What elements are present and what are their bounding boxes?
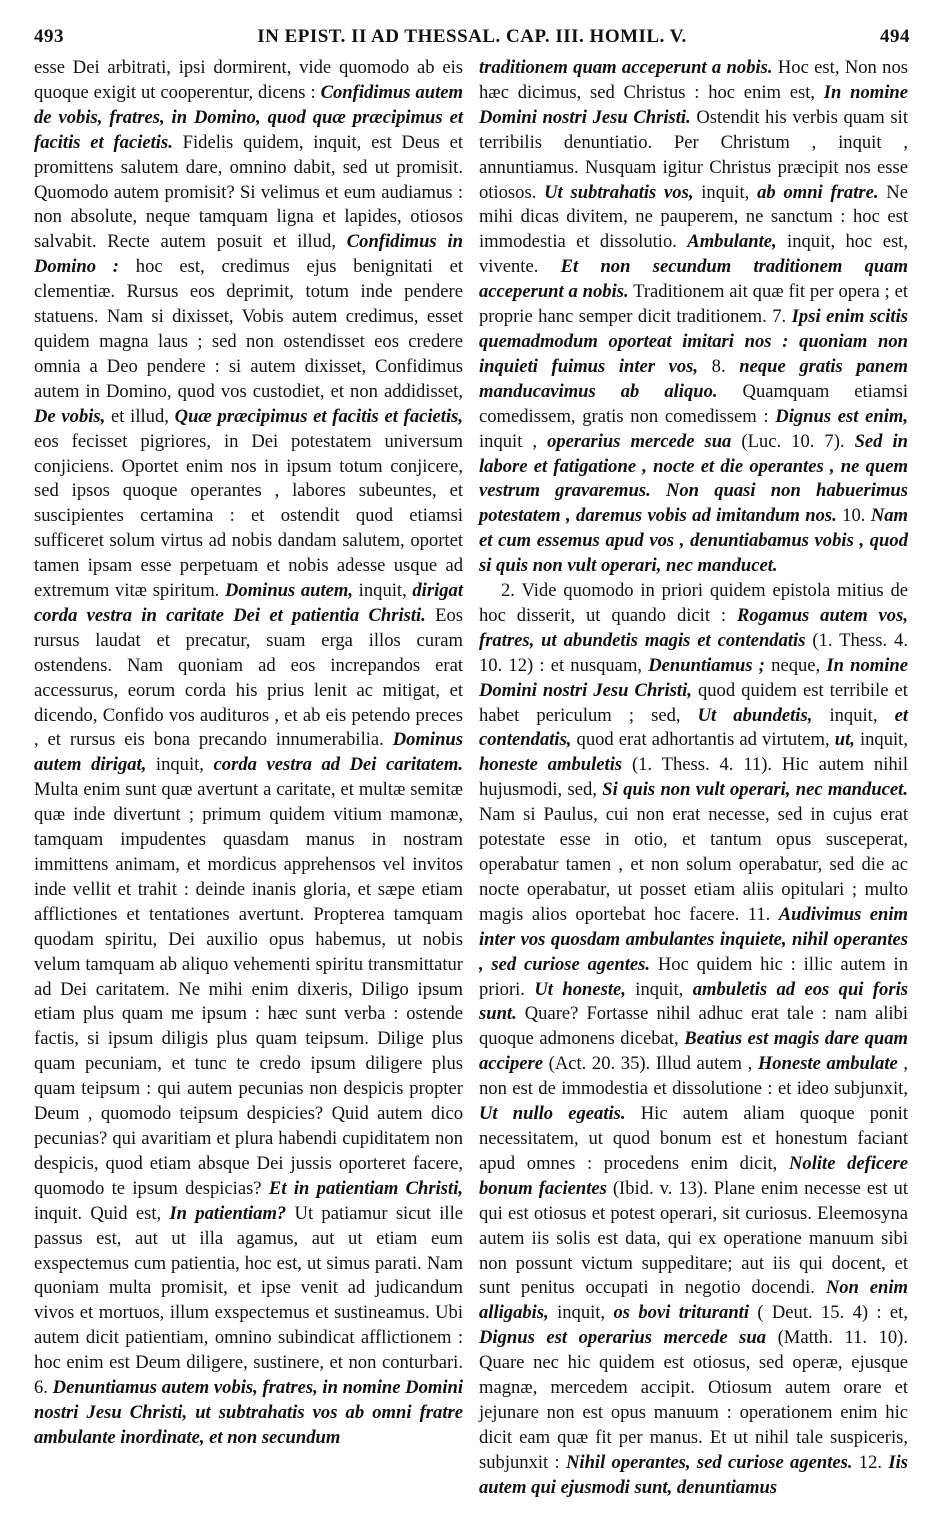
paragraph: [34, 56, 463, 1451]
italic-run: Dominus autem,: [224, 580, 354, 602]
text-run: inquit,: [812, 704, 895, 726]
italic-run: Quæ præcipimus et facitis et facietis,: [174, 405, 464, 427]
text-run: Multa enim sunt quæ avertunt a caritate, et multæ semitæ quæ inde divertunt ; primum quidem vitium mamonæ, tamquam impudentes quasdam manus in nostram immittens animam, et mordicus apprehensos vel invitos inde vellit et trahit : deinde inanis gloria, et sæpe etiam afflictiones et tentationes avertunt. Propterea tamquam quodam spiritu, Dei auxilio opus habemus, ut nobis velum tamquam ab aliquo vehementi spiritu transmittatur ad Dei caritatem. Ne mihi enim dixeris, Diligo ipsum etiam plus quam me ipsum : hæc sunt verba : ostende factis, si ipsum diligis plus quam teipsum. Dilige plus quam pecuniam, et tunc te credo ipsum diligere plus quam teipsum : qui autem pecunias non despicis propter Deum , quomodo teipsum despicies? Quid autem dico pecunias? qui avaritiam et plura habendi cupiditatem non despicis, quod etiam absque Dei jussis oporteret facere, quomodo te ipsum despicias?: [34, 779, 463, 1199]
italic-run: Ambulante,: [687, 231, 777, 253]
italic-run: ambuletis ad eos qui foris sunt.: [479, 978, 908, 1025]
italic-run: os bovi trituranti: [613, 1302, 749, 1324]
text-run: (1. Thess. 4. 10. 12) : et nusquam,: [479, 629, 908, 676]
italic-run: ut,: [834, 729, 855, 751]
italic-run: Ut honeste,: [534, 978, 626, 1000]
italic-run: Dominus autem dirigat,: [34, 729, 463, 776]
italic-run: et contendatis,: [479, 704, 908, 751]
italic-run: Denuntiamus autem vobis, fratres, in nomine Domini nostri Jesu Christi, ut subtrahatis vos ab omni fratre ambulante inordinate, et non secundum: [34, 1377, 464, 1448]
text-run: inquit. Quid est,: [34, 1202, 170, 1224]
text-run: Ut patiamur sicut ille passus est, aut ut illa agamus, aut ut etiam eum exspectemus cum patientia, hoc est, ut simus parati. Nam quoniam multa promisit, et ipse venit ad judicandum vivos et mortuos, illum exspectemus et sustineamus. Ubi autem dicit patientiam, omnino subindicat afflictionem : hoc enim est Deum diligere, sustinere, et non conturbari. 6.: [34, 1202, 463, 1399]
italic-run: Dignus est operarius mercede sua: [479, 1327, 767, 1349]
text-run: Quamquam etiamsi comedissem, gratis non comedissem :: [479, 380, 908, 427]
text-run: Quare? Fortasse nihil adhuc erat tale : nam alibi quoque admonens dicebat,: [479, 1003, 908, 1050]
italic-run: Confidimus in Domino :: [34, 231, 463, 278]
text-run: ( Deut. 15. 4) : et,: [749, 1302, 909, 1324]
text-columns: [34, 56, 910, 1501]
running-header: [34, 18, 910, 56]
text-run: et illud,: [105, 405, 175, 427]
italic-run: De vobis,: [34, 405, 106, 427]
text-run: quod quidem est terribile et habet periculum ; sed,: [479, 679, 908, 726]
italic-run: Audivimus enim inter vos quosdam ambulantes inquiete, nihil operantes , sed curiose agentes.: [479, 903, 908, 975]
italic-run: corda vestra ad Dei caritatem.: [213, 754, 463, 776]
italic-run: Denuntiamus ;: [648, 654, 765, 676]
italic-run: Sed in labore et fatigatione , nocte et die operantes , ne quem vestrum gravaremus. Non quasi non habuerimus potestatem , daremus vobis ad imitandum nos.: [479, 430, 908, 527]
text-run: Hoc quidem hic : illic autem in priori.: [479, 953, 908, 1000]
italic-run: Et in patientiam Christi,: [268, 1177, 464, 1199]
italic-run: Nihil operantes, sed curiose agentes.: [565, 1451, 853, 1473]
italic-run: neque gratis panem manducavimus ab aliquo.: [479, 355, 908, 402]
text-run: 2. Vide quomodo in priori quidem epistola mitius de hoc disserit, ut quando dicit :: [479, 580, 908, 626]
text-run: , non est de immodestia et dissolutione : et ideo subjunxit,: [479, 1053, 909, 1100]
italic-run: Ut abundetis,: [697, 704, 813, 726]
page-number-right: 494: [880, 26, 910, 47]
italic-run: Nam et cum essemus apud vos , denuntiabamus vobis , quod si quis non vult operari, nec manducet.: [479, 505, 908, 577]
italic-run: operarius mercede sua: [547, 430, 732, 452]
text-run: hoc est, credimus ejus benignitati et clementiæ. Rursus eos deprimit, totum inde pendere statuens. Nam si dixisset, Vobis autem credimus, esset quidem magna laus ; sed non ostendisset eos credere omnia a Deo pendere : si autem dixisset, Confidimus autem in Domino, quod vos custodiet, et non addidisset,: [34, 256, 463, 402]
text-run: Hic autem aliam quoque ponit necessitatem, ut quod bonum est et honestum faciant apud omnes : procedens enim dicit,: [479, 1103, 908, 1174]
italic-run: Et non secundum traditionem quam acceperunt a nobis.: [479, 256, 908, 303]
running-title: IN EPIST. II AD THESSAL. CAP. III. HOMIL. V.: [257, 26, 687, 47]
page-number-left: 493: [34, 26, 64, 47]
italic-run: honeste ambuletis: [479, 754, 623, 776]
italic-run: Dignus est enim,: [775, 405, 908, 427]
italic-run: Ipsi enim scitis quemadmodum oporteat imitari nos : quoniam non inquieti fuimus inter vos,: [479, 306, 908, 377]
text-run: inquit,: [548, 1302, 614, 1324]
text-run: esse Dei arbitrati, ipsi dormirent, vide quomodo ab eis quoque exigit ut cooperentur, dicens :: [34, 57, 463, 103]
italic-run: Iis autem qui ejusmodi sunt, denuntiamus: [479, 1451, 908, 1498]
italic-run: traditionem quam acceperunt a nobis.: [479, 57, 773, 78]
text-run: inquit, hoc est, vivente.: [479, 231, 908, 278]
italic-run: Si quis non vult operari, nec manducet.: [602, 779, 908, 801]
text-run: eos fecisset pigriores, in Dei potestatem universum conjiciens. Oportet enim nos in ipsum totum conjicere, sed ipsos quoque operantes , labores subeuntes, et suscipientes certamina : et ostendit quod etiamsi sufficeret solum virtus ad nobis dandam salutem, oportet tamen ipsam esse perpetuam et nobis adesse usque ad extremum vitæ spiritum.: [34, 430, 463, 602]
text-run: (Act. 20. 35). Illud autem ,: [543, 1053, 758, 1075]
italic-run: ab omni fratre.: [757, 181, 879, 203]
paragraph: [479, 56, 908, 579]
italic-run: In nomine Domini nostri Jesu Christi.: [479, 81, 908, 128]
italic-run: In patientiam?: [169, 1202, 287, 1224]
text-run: Ne mihi dicas divitem, ne pauperem, ne sanctum : hoc est immodestia et dissolutio.: [479, 181, 908, 253]
italic-run: Ut subtrahatis vos,: [544, 181, 694, 203]
italic-run: Rogamus autem vos, fratres, ut abundetis magis et contendatis: [479, 604, 908, 651]
italic-run: Ut nullo egeatis.: [479, 1103, 626, 1125]
italic-run: In nomine Domini nostri Jesu Christi,: [479, 654, 908, 701]
text-run: (Luc. 10. 7).: [731, 430, 855, 452]
text-run: Traditionem ait quæ fit per opera ; et proprie hanc semper dicit traditionem. 7.: [479, 281, 908, 328]
italic-run: Non enim alligabis,: [479, 1277, 908, 1324]
text-run: quod erat adhortantis ad virtutem,: [571, 729, 835, 751]
text-run: Eos rursus laudat et precatur, suam erga illos curam ostendens. Nam quoniam ad eos increpandos erat accessurus, eorum corda his prius lenit ac mitigat, et dicendo, Confido vos audituros , et ab eis petendo preces , et rursus eis bona precando innumerabilia.: [34, 604, 463, 751]
text-run: 8.: [698, 355, 740, 377]
text-run: 10.: [836, 505, 871, 527]
text-run: Hoc est, Non nos hæc dicimus, sed Christus : hoc enim est,: [479, 57, 908, 103]
text-run: Nam si Paulus, cui non erat necesse, sed in cujus erat potestate esse in otio, et tantum opus susceperat, operabatur tamen , et non solum operabatur, sed die ac nocte operabatur, ut posset etiam aliis opitulari ; multo magis alios oportebat hoc facere. 11.: [479, 804, 908, 925]
text-run: inquit,: [693, 181, 758, 203]
text-run: inquit,: [625, 978, 693, 1000]
text-run: inquit,: [854, 729, 908, 751]
text-run: 12.: [852, 1451, 889, 1473]
text-run: neque,: [764, 654, 827, 676]
italic-run: Honeste ambulate: [757, 1053, 898, 1075]
text-run: Fidelis quidem, inquit, est Deus et promittens salutem dare, omnino dabit, sed ut promisit. Quomodo autem promisit? Si velimus et eum audiamus : non absolute, neque tamquam ligna et lapides, otiosos salvabit. Recte autem posuit et illud,: [34, 131, 463, 253]
text-run: Ostendit his verbis quam sit terribilis denuntiatio. Per Christum , inquit , annuntiamus. Nusquam igitur Christus præcipit nos esse otiosos.: [479, 106, 908, 203]
paragraph: [479, 579, 908, 1501]
italic-run: Confidimus autem de vobis, fratres, in Domino, quod quæ præcipimus et facitis et facietis.: [34, 81, 463, 153]
italic-run: dirigat corda vestra in caritate Dei et patientia Christi.: [34, 580, 463, 626]
italic-run: Beatius est magis dare quam accipere: [479, 1028, 908, 1075]
text-run: (1. Thess. 4. 11). Hic autem nihil hujusmodi, sed,: [479, 754, 908, 801]
left-column: [34, 56, 463, 1501]
text-run: (Matth. 11. 10). Quare nec hic quidem est otiosus, sed operæ, ejusque magnæ, mercedem accipit. Otiosum autem orare et jejunare non est opus manuum : operationem enim hic dicit eam quæ fit per manus. Et ut nihil tale suspiceris, subjunxit :: [479, 1327, 909, 1473]
italic-run: Nolite deficere bonum facientes: [479, 1152, 908, 1199]
text-run: inquit,: [146, 754, 214, 776]
text-run: (Ibid. v. 13). Plane enim necesse est ut qui est otiosus et potest operari, sit curiosus. Eleemosyna autem iis solis est data, qui ex operatione manuum sibi non possunt victum suppeditare; aut iis qui docent, et sunt penitus occupati in negotio docendi.: [479, 1177, 908, 1299]
text-run: inquit ,: [479, 430, 548, 452]
right-column: [479, 56, 908, 1501]
text-run: inquit,: [353, 580, 413, 602]
